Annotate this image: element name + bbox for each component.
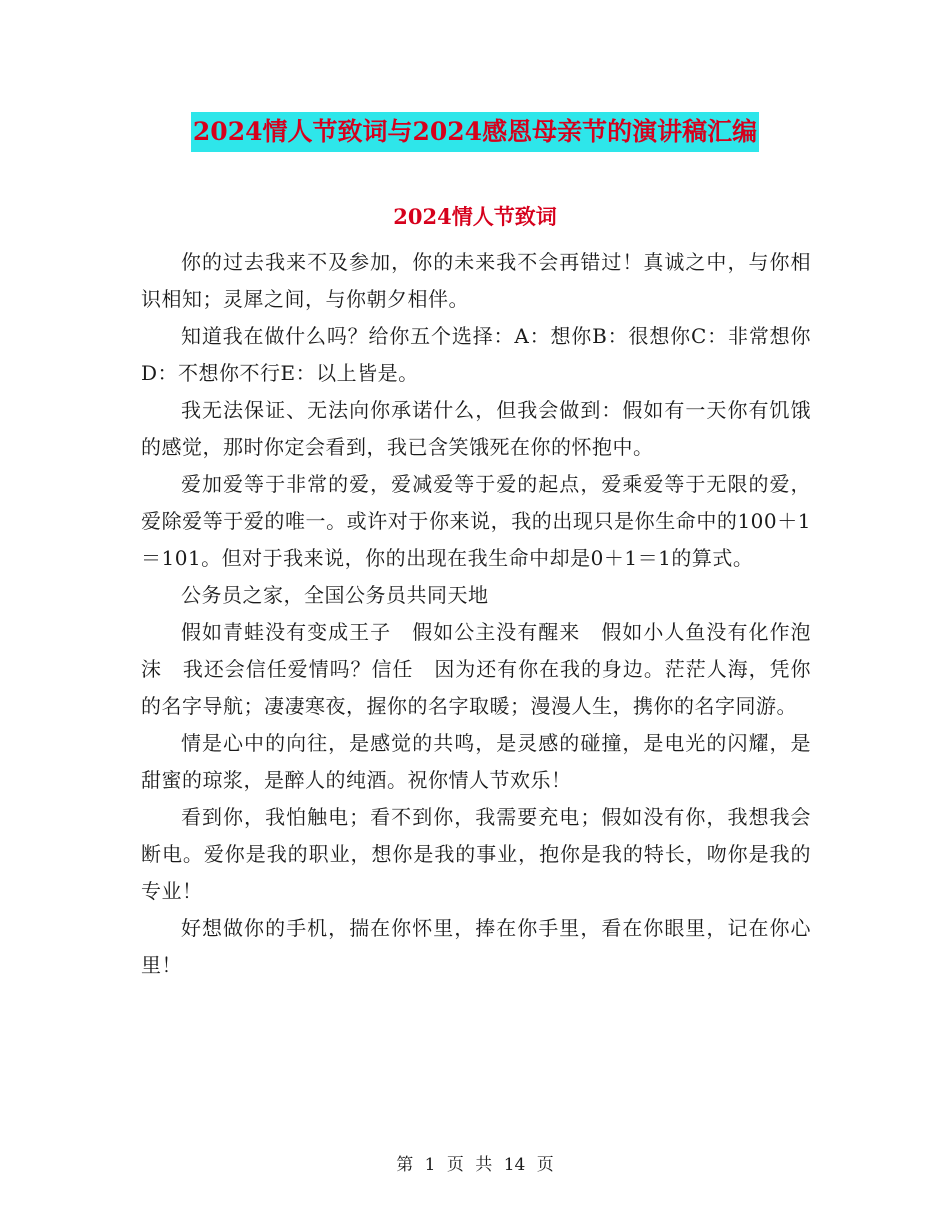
paragraph: 假如青蛙没有变成王子 假如公主没有醒来 假如小人鱼没有化作泡沫 我还会信任爱情吗？信任 因为还有你在我的身边。茫茫人海，凭你的名字导航；凄凄寒夜，握你的名字取暖；漫漫人生，携你的名字同游。 [141, 620, 811, 718]
paragraph: 情是心中的向往，是感觉的共鸣，是灵感的碰撞，是电光的闪耀，是甜蜜的琼浆，是醉人的纯酒。祝你情人节欢乐！ [141, 731, 811, 792]
document-body [141, 244, 811, 984]
section-title: 2024情人节致词 [393, 204, 557, 229]
page-footer: 第 1 页 共 14 页 [396, 1155, 554, 1175]
document-title-text: 2024情人节致词与2024感恩母亲节的演讲稿汇编 [191, 112, 759, 152]
paragraph: 我无法保证、无法向你承诺什么，但我会做到：假如有一天你有饥饿的感觉，那时你定会看到，我已含笑饿死在你的怀抱中。 [141, 398, 811, 459]
paragraph: 好想做你的手机，揣在你怀里，捧在你手里，看在你眼里，记在你心里！ [141, 916, 811, 977]
paragraph: 你的过去我来不及参加，你的未来我不会再错过！真诚之中，与你相识相知；灵犀之间，与你朝夕相伴。 [141, 250, 811, 311]
paragraph: 知道我在做什么吗？给你五个选择：A：想你B：很想你C：非常想你D：不想你不行E：以上皆是。 [141, 324, 811, 385]
paragraph: 爱加爱等于非常的爱，爱减爱等于爱的起点，爱乘爱等于无限的爱，爱除爱等于爱的唯一。或许对于你来说，我的出现只是你生命中的100＋1＝101。但对于我来说，你的出现在我生命中却是0＋1＝1的算式。 [141, 472, 811, 570]
paragraph: 公务员之家，全国公务员共同天地 [181, 583, 489, 607]
paragraph: 看到你，我怕触电；看不到你，我需要充电；假如没有你，我想我会断电。爱你是我的职业，想你是我的事业，抱你是我的特长，吻你是我的专业！ [141, 805, 811, 903]
document-title [0, 110, 950, 152]
